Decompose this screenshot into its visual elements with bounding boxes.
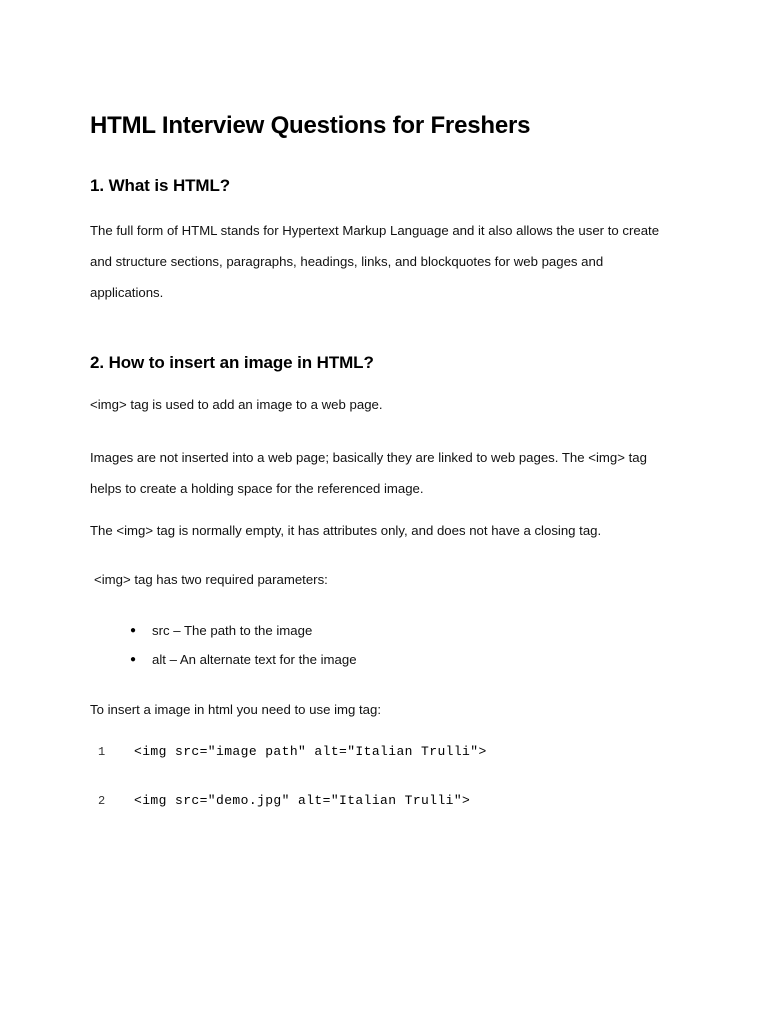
list-item: ● src – The path to the image: [152, 616, 678, 646]
section-2-paragraph-1: <img> tag is used to add an image to a web page.: [90, 397, 383, 413]
section-2-paragraph-2: Images are not inserted into a web page; basically they are linked to web pages. The <img> tag helps to create a holding space for the referenced image.: [90, 449, 647, 496]
code-line-text: <img src="demo.jpg" alt="Italian Trulli">: [134, 793, 471, 809]
section-2-paragraph-3: The <img> tag is normally empty, it has attributes only, and does not have a closing tag.: [90, 522, 602, 538]
section-heading-1: 1. What is HTML?: [90, 176, 231, 196]
code-line-text: <img src="image path" alt="Italian Trulli">: [134, 744, 487, 760]
code-line: [90, 744, 678, 759]
code-line-number: 1: [98, 745, 106, 760]
section-2-closing-paragraph: To insert a image in html you need to use img tag:: [90, 702, 382, 718]
section-heading-2: 2. How to insert an image in HTML?: [90, 353, 374, 373]
code-line-number: 2: [98, 794, 106, 809]
code-block: [90, 744, 678, 808]
page-title: HTML Interview Questions for Freshers: [90, 112, 531, 139]
section-2-paragraph-4: <img> tag has two required parameters:: [94, 571, 328, 587]
code-line: [90, 793, 678, 808]
list-item: ● alt – An alternate text for the image: [152, 645, 678, 675]
required-parameters-list: [90, 616, 678, 675]
section-1-paragraph-1: The full form of HTML stands for Hypertext Markup Language and it also allows the user to create and structure sections, paragraphs, headings, links, and blockquotes for web pages and applications.: [90, 223, 660, 301]
